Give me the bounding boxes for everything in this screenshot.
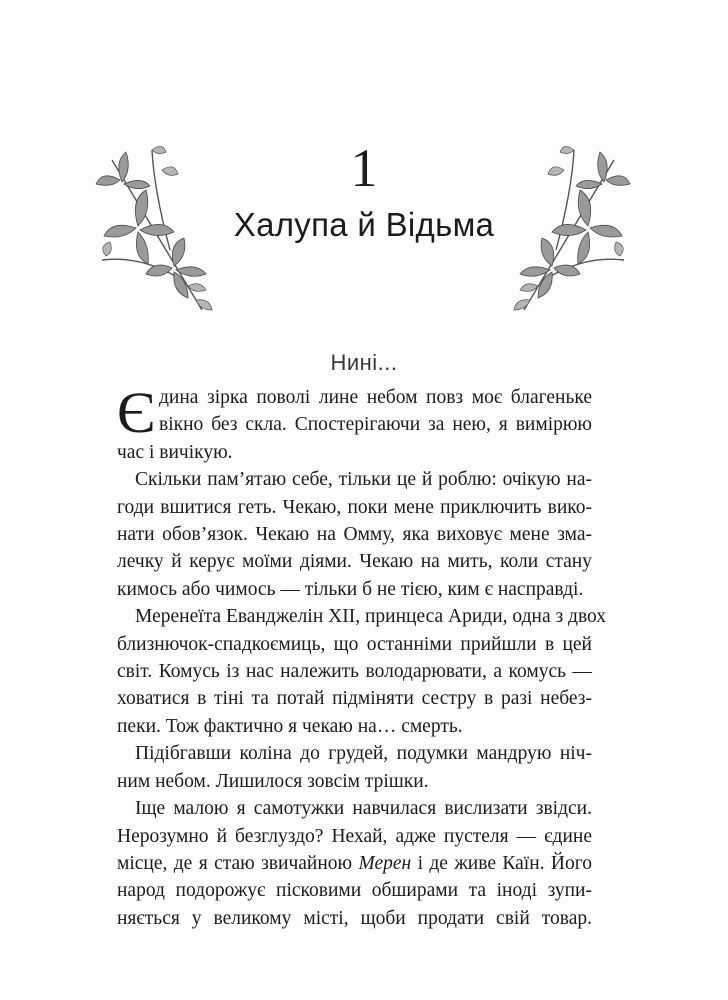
text-line: годи вшитися геть. Чекаю, поки мене приключить вико- [117,496,592,518]
text-line: ховатися в тіні та потай підміняти сестру в разі небез- [117,688,592,710]
paragraph-5 [117,795,592,932]
text-line: няється у великому місті, щоби продати свій товар. [117,907,592,929]
text-line: вікно без скла. Спостерігаючи за нею, я вимірюю [159,414,592,436]
text-line: Меренеїта Еванджелін XII, принцеса Ариди, одна з двох [135,606,607,628]
chapter-title: Халупа й Відьма [233,206,495,243]
paragraph-2 [117,466,592,603]
dropcap-block [117,380,592,445]
chapter-number: 1 [350,138,378,198]
paragraph-3 [117,603,607,740]
text-line: Нерозумно й безглуздо? Нехай, адже пустеля — єдине [117,825,592,847]
chapter-body [117,380,607,932]
paragraph-4 [117,740,592,795]
text-line: пеки. Тож фактично я чекаю на… смерть. [117,715,463,737]
text-line: Іще малою я самотужки навчилася вислизати звідси. [135,798,592,820]
text-fragment: місце, де я стаю звичайною [117,852,359,874]
text-line: дина зірка поволі лине небом повз моє благеньке [159,387,592,408]
text-line: час і вичікую. [117,441,233,463]
text-line: Скільки пам’ятаю себе, тільки це й роблю: очікую на- [135,469,592,491]
paragraph-1 [117,380,592,466]
italic-name: Мерен [358,852,412,874]
text-line: Підібгавши коліна до грудей, подумки мандрую ніч- [135,743,592,765]
drop-cap: Є [117,380,156,445]
text-line: світ. Комусь із нас належить володарювати, а комусь — [117,661,592,683]
text-line: близнючок-спадкоємиць, що останніми прийшли в цей [117,633,592,655]
text-line: народ подорожує пісковими обширами та іноді зупи- [117,880,592,902]
text-line-with-italic [117,850,592,877]
text-fragment: і де живе Каїн. Його [411,852,592,874]
time-marker: Нині... [330,350,398,375]
text-line: нати обов’язок. Чекаю на Омму, яка виховує мене зма- [117,524,592,546]
text-line: лечку й керує моїми діями. Чекаю на мить, коли стану [117,551,592,573]
text-line: кимось або чимось — тільки б не тією, ким є насправді. [117,578,584,600]
text-line: ним небом. Лишилося зовсім трішки. [117,770,429,792]
